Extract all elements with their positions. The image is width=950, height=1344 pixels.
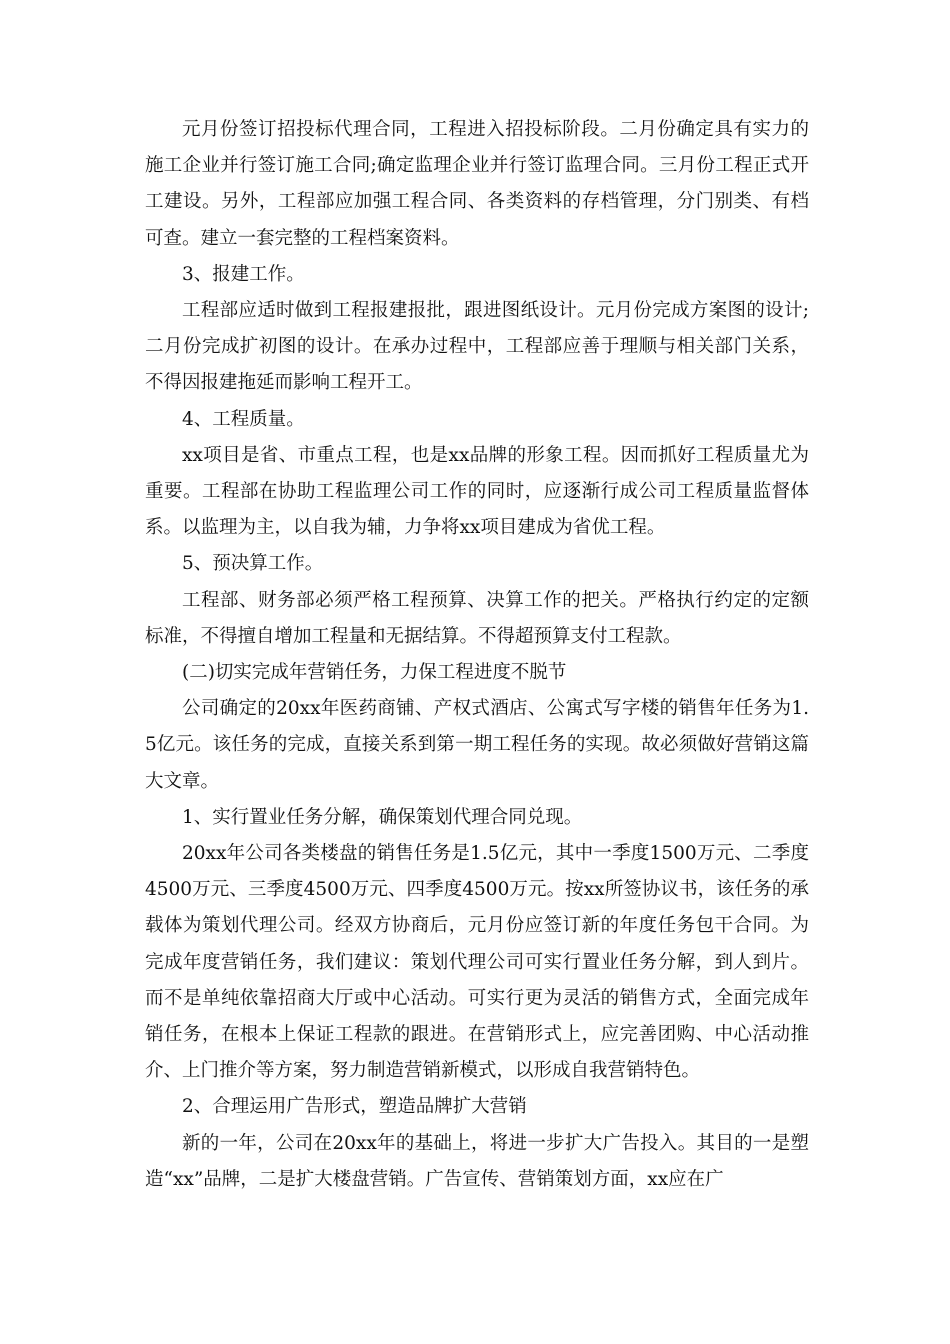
heading-project-quality: 4、工程质量。 (182, 408, 305, 430)
paragraph-filing-work: 工程部应适时做到工程报建报批，跟进图纸设计。元月份完成方案图的设计;二月份完成扩初图的设计。在承办过程中，工程部应善于理顺与相关部门关系，不得因报建拖延而影响工程开工。 (145, 300, 809, 394)
heading-advertising: 2、合理运用广告形式，塑造品牌扩大营销 (182, 1096, 527, 1118)
document-body (145, 112, 809, 1198)
heading-budget-settlement: 5、预决算工作。 (182, 553, 324, 575)
paragraph-budget-settlement: 工程部、财务部必须严格工程预算、决算工作的把关。严格执行约定的定额标准，不得擅自增加工程量和无据结算。不得超预算支付工程款。 (145, 589, 809, 647)
paragraph-contract-schedule: 元月份签订招投标代理合同，工程进入招投标阶段。二月份确定具有实力的施工企业并行签订施工合同;确定监理企业并行签订监理合同。三月份工程正式开工建设。另外，工程部应加强工程合同、各类资料的存档管理，分门别类、有档可查。建立一套完整的工程档案资料。 (145, 119, 809, 249)
paragraph-advertising: 新的一年，公司在20xx年的基础上，将进一步扩大广告投入。其目的一是塑造“xx”品牌，二是扩大楼盘营销。广告宣传、营销策划方面，xx应在广 (145, 1132, 809, 1190)
paragraph-task-breakdown: 20xx年公司各类楼盘的销售任务是1.5亿元，其中一季度1500万元、二季度4500万元、三季度4500万元、四季度4500万元。按xx所签协议书，该任务的承载体为策划代理公司。经双方协商后，元月份应签订新的年度任务包干合同。为完成年度营销任务，我们建议：策划代理公司可实行置业任务分解，到人到片。而不是单纯依靠招商大厅或中心活动。可实行更为灵活的销售方式，全面完成年销任务，在根本上保证工程款的跟进。在营销形式上，应完善团购、中心活动推介、上门推介等方案，努力制造营销新模式，以形成自我营销特色。 (145, 843, 809, 1082)
heading-task-breakdown: 1、实行置业任务分解，确保策划代理合同兑现。 (182, 806, 583, 828)
heading-sales-task: (二)切实完成年营销任务，力保工程进度不脱节 (182, 662, 567, 684)
paragraph-project-quality: xx项目是省、市重点工程，也是xx品牌的形象工程。因而抓好工程质量尤为重要。工程部在协助工程监理公司工作的同时，应逐渐行成公司工程质量监督体系。以监理为主，以自我为辅，力争将xx项目建成为省优工程。 (145, 444, 809, 539)
heading-filing-work: 3、报建工作。 (182, 263, 305, 285)
paragraph-sales-target: 公司确定的20xx年医药商铺、产权式酒店、公寓式写字楼的销售年任务为1.5亿元。该任务的完成，直接关系到第一期工程任务的实现。故必须做好营销这篇大文章。 (145, 698, 809, 792)
